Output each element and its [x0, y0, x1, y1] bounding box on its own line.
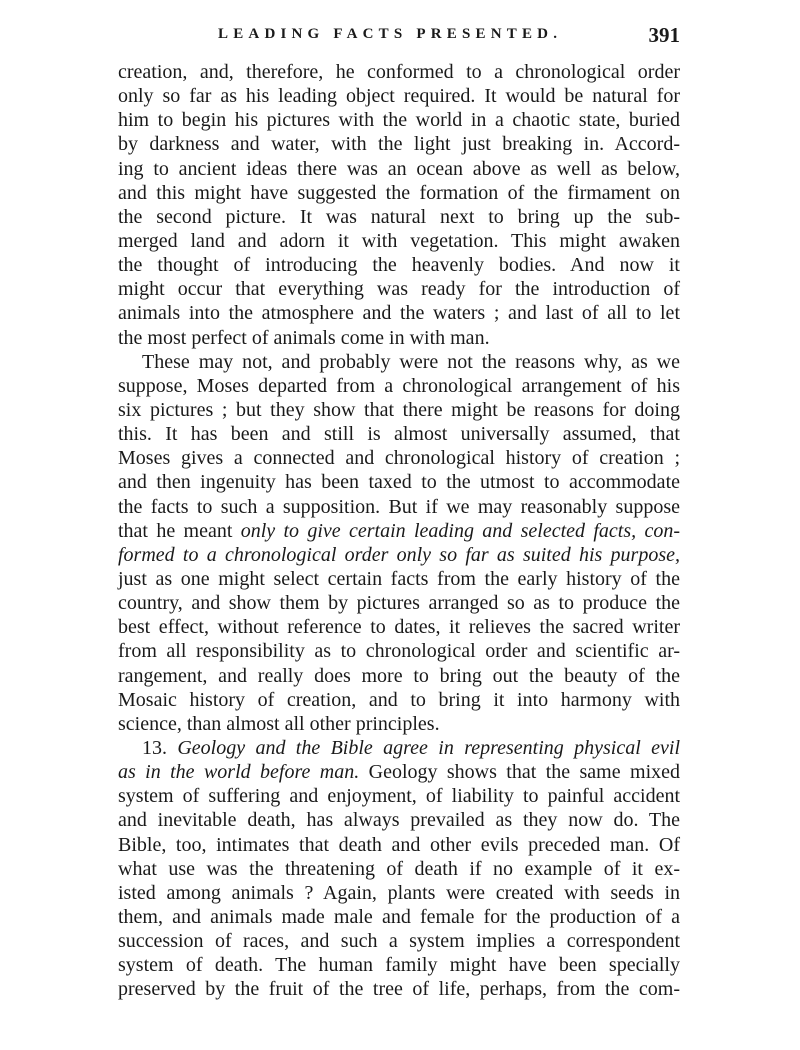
text-segment: the second picture. It was natural next to bring up the sub- — [118, 205, 680, 228]
italic-text: formed to a chronological order only so far as suited his purpose, — [118, 543, 680, 566]
text-line — [118, 591, 680, 615]
text-line — [118, 84, 680, 108]
page-number: 391 — [648, 23, 680, 47]
text-line — [118, 953, 680, 977]
text-segment: six pictures ; but they show that there might be reasons for doing — [118, 398, 680, 421]
text-segment: country, and show them by pictures arranged so as to produce the — [118, 592, 680, 615]
text-segment: just as one might select certain facts from the early history of the — [118, 567, 680, 590]
text-line — [118, 519, 680, 543]
text-line — [118, 374, 680, 398]
text-line — [118, 205, 680, 229]
text-line — [118, 157, 680, 181]
text-line — [118, 977, 680, 1001]
text-line — [118, 881, 680, 905]
text-segment: rangement, and really does more to bring out the beauty of the — [118, 664, 680, 687]
text-segment: by darkness and water, with the light just breaking in. Accord- — [118, 133, 680, 156]
text-line — [118, 784, 680, 808]
text-segment: ing to ancient ideas there was an ocean above as well as below, — [118, 157, 680, 180]
text-segment: only so far as his leading object required. It would be natural for — [118, 85, 680, 108]
text-line — [118, 470, 680, 494]
text-segment: that he meant — [118, 519, 241, 542]
text-line — [118, 350, 680, 374]
text-segment: best effect, without reference to dates, it relieves the sacred writer — [118, 616, 680, 639]
text-line — [118, 277, 680, 301]
running-header — [118, 23, 680, 50]
text-line — [118, 929, 680, 953]
text-segment: what use was the threatening of death if no example of it ex- — [118, 857, 680, 880]
text-segment: the thought of introducing the heavenly bodies. And now it — [118, 254, 680, 277]
text-segment: science, than almost all other principles. — [118, 712, 440, 735]
text-line — [118, 108, 680, 132]
text-segment: These may not, and probably were not the reasons why, as we — [142, 350, 680, 373]
text-line — [118, 446, 680, 470]
italic-text: as in the world before man. — [118, 761, 360, 784]
text-line — [118, 833, 680, 857]
text-line — [118, 422, 680, 446]
text-segment: succession of races, and such a system implies a correspondent — [118, 930, 680, 953]
text-segment: Bible, too, intimates that death and other evils preceded man. Of — [118, 833, 680, 856]
text-segment: the facts to such a supposition. But if we may reasonably suppose — [118, 495, 680, 518]
text-segment: isted among animals ? Again, plants were created with seeds in — [118, 881, 680, 904]
text-segment: might occur that everything was ready for the introduction of — [118, 278, 680, 301]
text-segment: system of suffering and enjoyment, of liability to painful accident — [118, 785, 680, 808]
text-line — [118, 60, 680, 84]
text-segment: merged land and adorn it with vegetation. This might awaken — [118, 229, 680, 252]
text-segment: the most perfect of animals come in with man. — [118, 326, 490, 349]
text-segment: and inevitable death, has always prevailed as they now do. The — [118, 809, 680, 832]
text-segment: preserved by the fruit of the tree of life, perhaps, from the com- — [118, 978, 680, 1001]
italic-text: Geology and the Bible agree in representing physical evil — [177, 736, 681, 759]
text-line — [118, 253, 680, 277]
text-segment: and then ingenuity has been taxed to the utmost to accommodate — [118, 471, 680, 494]
text-line — [118, 639, 680, 663]
italic-text: only to give certain leading and selected facts, con- — [240, 519, 680, 542]
text-line — [118, 543, 680, 567]
text-segment: Geology shows that the same mixed — [359, 761, 680, 784]
text-line — [118, 229, 680, 253]
text-line — [118, 664, 680, 688]
text-line — [118, 495, 680, 519]
text-line — [118, 615, 680, 639]
text-segment: them, and animals made male and female for the production of a — [118, 905, 680, 928]
text-segment: and this might have suggested the formation of the firmament on — [118, 181, 680, 204]
text-segment: system of death. The human family might have been specially — [118, 954, 680, 977]
text-line — [118, 132, 680, 156]
text-line — [118, 736, 680, 760]
text-segment: this. It has been and still is almost universally assumed, that — [118, 423, 680, 446]
text-line — [118, 688, 680, 712]
text-segment: animals into the atmosphere and the waters ; and last of all to let — [118, 302, 680, 325]
text-line — [118, 398, 680, 422]
text-segment: Mosaic history of creation, and to bring it into harmony with — [118, 688, 680, 711]
text-line — [118, 760, 680, 784]
text-segment: him to begin his pictures with the world in a chaotic state, buried — [118, 109, 680, 132]
text-segment: suppose, Moses departed from a chronological arrangement of his — [118, 374, 680, 397]
text-segment: Moses gives a connected and chronological history of creation ; — [118, 447, 680, 470]
body-text — [118, 60, 680, 1001]
text-line — [118, 181, 680, 205]
text-line — [118, 808, 680, 832]
text-segment: creation, and, therefore, he conformed to a chronological order — [118, 61, 680, 83]
text-line — [118, 857, 680, 881]
text-line — [118, 326, 680, 350]
text-line — [118, 301, 680, 325]
text-line — [118, 712, 680, 736]
text-segment: from all responsibility as to chronological order and scientific ar- — [118, 640, 680, 663]
text-line — [118, 905, 680, 929]
running-title: LEADING FACTS PRESENTED. — [218, 26, 563, 42]
text-segment: 13. — [142, 736, 178, 759]
text-line — [118, 567, 680, 591]
